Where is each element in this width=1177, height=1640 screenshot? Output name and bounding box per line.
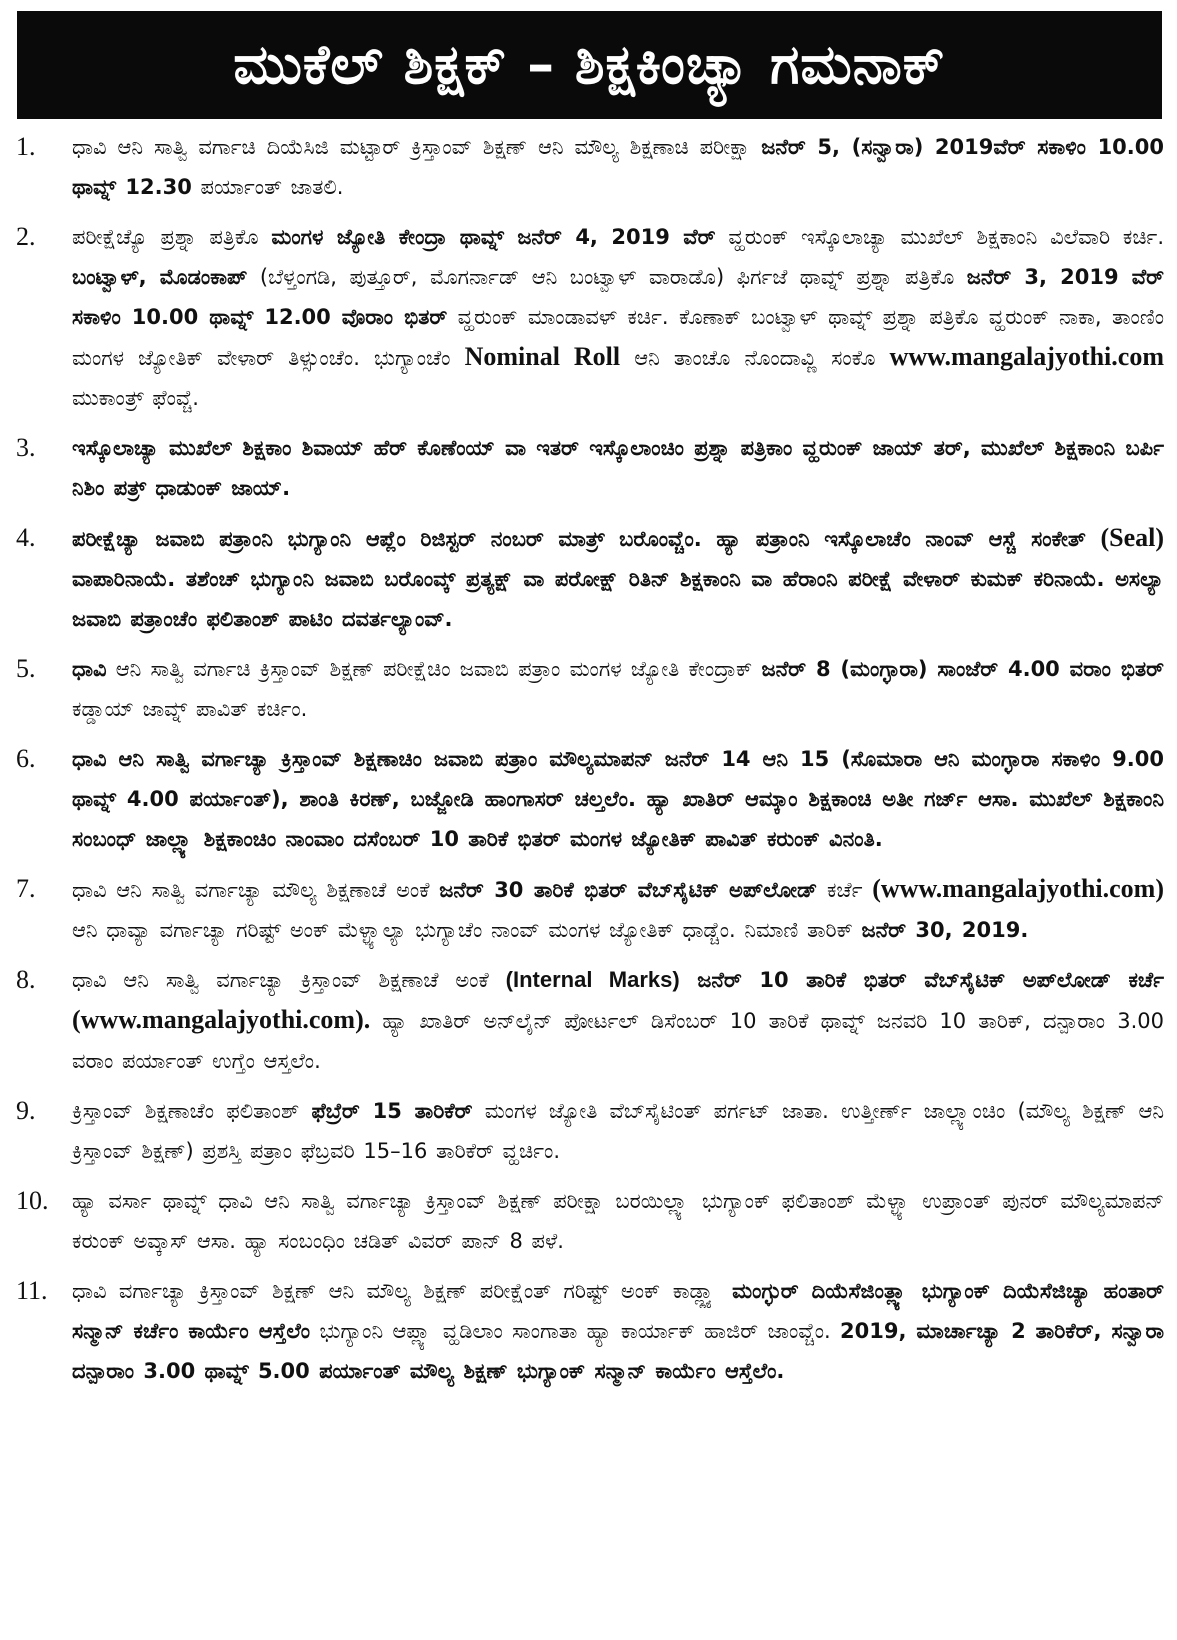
item-text-segment: ಜನೆರ್ 5, (ಸನ್ವಾರಾ) 2019ವೆರ್ ಸಕಾಳಿಂ 10.00 ಥಾವ್ನ್ 12.30: [72, 135, 1164, 199]
item-text-segment: ಪರೀಕ್ಷೆಚ್ಯೊ ಪ್ರಶ್ನಾ ಪತ್ರಿಕೊ: [72, 225, 272, 249]
item-number: 4.: [16, 523, 36, 552]
list-item: [16, 649, 1164, 729]
item-text-segment: (Internal Marks): [505, 967, 680, 992]
list-item: [16, 739, 1164, 859]
item-text-segment: ಧಾವಿ ಆನಿ ಸಾತ್ವಿ ವರ್ಗಾಚ್ಯಾ ಕ್ರಿಸ್ತಾಂವ್ ಶಿಕ್ಷಣಾಚೆ ಅಂಕೆ: [72, 968, 506, 992]
item-text-segment: ವ್ಹರುಂಕ್ ಮಾಂಡಾವಳ್ ಕರ್ಚಿ. ಕೊಣಾಕ್ ಬಂಟ್ವಾಳ್ ಥಾವ್ನ್ ಪ್ರಶ್ನಾ ಪತ್ರಿಕೊ ವ್ಹರುಂಕ್ ನಾಕಾ, ತಾಂಣಿಂ ಮಂಗಳ ಜ್ಯೋತಿಕ್ ವೇಳಾರ್ ತಿಳ್ಸುಂಚೆಂ. ಭುಗ್ಯಾಂಚೆಂ: [72, 305, 1164, 370]
item-number: 9.: [16, 1096, 36, 1125]
item-text-segment: ಧಾವಿ: [72, 657, 107, 681]
list-item: [16, 217, 1164, 418]
item-text: [72, 428, 1164, 508]
item-text: [72, 127, 1164, 207]
item-text-segment: (ಬೆಳ್ತಂಗಡಿ, ಪುತ್ತೂರ್, ಮೊಗರ್ನಾಡ್ ಆನಿ ಬಂಟ್ವಾಳ್ ವಾರಾಡೊ) ಫಿರ್ಗಜೆ ಥಾವ್ನ್ ಪ್ರಶ್ನಾ ಪತ್ರಿಕೊ: [247, 265, 967, 289]
item-number: 11.: [16, 1276, 48, 1305]
item-text-segment: 2019, ಮಾರ್ಚಾಚ್ಯಾ 2 ತಾರಿಕೆರ್, ಸನ್ವಾರಾ ದನ್ಪಾರಾಂ 3.00 ಥಾವ್ನ್ 5.00 ಪರ್ಯಾಂತ್ ಮೌಲ್ಯ ಶಿಕ್ಷಣ್ ಭುಗ್ಯಾಂಕ್ ಸನ್ಮಾನ್ ಕಾರ್ಯೆಂ ಆಸ್ತೆಲೆಂ.: [72, 1319, 1164, 1383]
item-number: 10.: [16, 1186, 49, 1215]
item-text-segment: ಕ್ರಿಸ್ತಾಂವ್ ಶಿಕ್ಷಣಾಚೆಂ ಫಲಿತಾಂಶ್: [72, 1099, 312, 1123]
item-text: [72, 869, 1164, 950]
item-text-segment: (www.mangalajyothi.com).: [72, 1005, 371, 1034]
list-item: [16, 1181, 1164, 1261]
item-text-segment: ಹ್ಯಾ ಖಾತಿರ್ ಅನ್‌ಲೈನ್ ಪೋರ್ಟಲ್ ಡಿಸೆಂಬರ್ 10 ತಾರಿಕೆ ಥಾವ್ನ್ ಜನವರಿ 10 ತಾರಿಕ್, ದನ್ಪಾರಾಂ 3.00 ವರಾಂ ಪರ್ಯಾಂತ್ ಉಗ್ತೆಂ ಆಸ್ತಲೆಂ.: [72, 1009, 1164, 1073]
item-text: [72, 518, 1164, 639]
item-text: [72, 217, 1164, 418]
item-text-segment: ಧಾವಿ ಆನಿ ಸಾತ್ವಿ ವರ್ಗಾಚಿ ದಿಯೆಸಿಜಿ ಮಟ್ಟಾರ್ ಕ್ರಿಸ್ತಾಂವ್ ಶಿಕ್ಷಣ್ ಆನಿ ಮೌಲ್ಯ ಶಿಕ್ಷಣಾಚಿ ಪರೀಕ್ಷಾ: [72, 135, 762, 159]
item-text-segment: ವಾಪಾರಿನಾಯೆ. ತಶೆಂಚ್ ಭುಗ್ಯಾಂನಿ ಜವಾಬಿ ಬರೊಂವ್ಕ್ ಪ್ರತ್ಯಕ್ಷ್ ವಾ ಪರೋಕ್ಷ್ ರಿತಿನ್ ಶಿಕ್ಷಕಾಂನಿ ವಾ ಹೆರಾಂನಿ ಪರೀಕ್ಷೆ ವೇಳಾರ್ ಕುಮಕ್ ಕರಿನಾಯೆ. ಅಸಲ್ಯಾ ಜವಾಬಿ ಪತ್ರಾಂಚೆಂ ಫಲಿತಾಂಶ್ ಪಾಟಿಂ ದವರ್ತಲ್ಯಾಂವ್.: [72, 567, 1164, 631]
item-number: 7.: [16, 874, 36, 903]
item-text-segment: Nominal Roll: [464, 342, 621, 371]
list-item: [16, 869, 1164, 950]
item-text-segment: ಆನಿ ತಾಂಚೊ ನೊಂದಾವ್ಣಿ ಸಂಕೊ: [620, 346, 890, 370]
item-text-segment: ಧಾವಿ ಆನಿ ಸಾತ್ವಿ ವರ್ಗಾಚ್ಯಾ ಕ್ರಿಸ್ತಾಂವ್ ಶಿಕ್ಷಣಾಚಿಂ ಜವಾಬಿ ಪತ್ರಾಂ ಮೌಲ್ಯಮಾಪನ್ ಜನೆರ್ 14 ಆನಿ 15 (ಸೊಮಾರಾ ಆನಿ ಮಂಗ್ಳಾರಾ ಸಕಾಳಿಂ 9.00 ಥಾವ್ನ್ 4.00 ಪರ್ಯಾಂತ್), ಶಾಂತಿ ಕಿರಣ್, ಬಜ್ಜೋಡಿ ಹಾಂಗಾಸರ್ ಚಲ್ತಲೆಂ. ಹ್ಯಾ ಖಾತಿರ್ ಆಮ್ಕಾಂ ಶಿಕ್ಷಕಾಂಚಿ ಅತೀ ಗರ್ಜ್ ಆಸಾ. ಮುಖೆಲ್ ಶಿಕ್ಷಕಾಂನಿ ಸಂಬಂಧ್ ಜಾಲ್ಲ್ಯಾ ಶಿಕ್ಷಕಾಂಚಿಂ ನಾಂವಾಂ ದಸೆಂಬರ್ 10 ತಾರಿಕೆ ಭಿತರ್ ಮಂಗಳ ಜ್ಯೋತಿಕ್ ಪಾವಿತ್ ಕರುಂಕ್ ವಿನಂತಿ.: [72, 747, 1164, 851]
item-text-segment: ಜನೆರ್ 8 (ಮಂಗ್ಳಾರಾ) ಸಾಂಜೆರ್ 4.00 ವರಾಂ ಭಿತರ್: [761, 657, 1164, 681]
item-text: [72, 960, 1164, 1081]
item-text-segment: ಜನೆರ್ 30 ತಾರಿಕೆ ಭಿತರ್ ವೆಬ್‌ಸೈಟಿಕ್ ಅಪ್‌ಲೋಡ್: [439, 878, 818, 902]
item-text-segment: ಮುಕಾಂತ್ರ್ ಫೆಂವ್ಚೆ.: [72, 386, 199, 410]
item-text-segment: ಬಂಟ್ವಾಳ್, ಮೊಡಂಕಾಪ್: [72, 265, 248, 289]
item-text-segment: ಮಂಗ್ಳುರ್ ದಿಯೆಸೆಜಿಂತ್ಲ್ಯಾ ಭುಗ್ಯಾಂಕ್ ದಿಯೆಸೆಜಿಚ್ಯಾ ಹಂತಾರ್ ಸನ್ಮಾನ್ ಕರ್ಚೆಂ ಕಾರ್ಯೆಂ ಆಸ್ತೆಲೆಂ: [72, 1279, 1164, 1343]
item-text-segment: ಪರೀಕ್ಷೆಚ್ಯಾ ಜವಾಬಿ ಪತ್ರಾಂನಿ ಭುಗ್ಯಾಂನಿ ಆಪ್ಲೆಂ ರಿಜಿಸ್ಟರ್ ನಂಬರ್ ಮಾತ್ರ್ ಬರೊಂವ್ಚೆಂ. ಹ್ಯಾ ಪತ್ರಾಂನಿ ಇಸ್ಕೊಲಾಚೆಂ ನಾಂವ್ ಆಸ್ಚೆ ಸಂಕೇತ್: [72, 527, 1101, 551]
item-text-segment: ಜನೆರ್ 10 ತಾರಿಕೆ ಭಿತರ್ ವೆಬ್‌ಸೈಟಿಕ್ ಅಪ್‌ಲೋಡ್ ಕರ್ಚೆ: [679, 968, 1164, 992]
item-text: [72, 739, 1164, 859]
notice-list: [16, 127, 1164, 1401]
item-text-segment: ಜನೆರ್ 30, 2019.: [861, 918, 1029, 942]
item-text: [72, 649, 1164, 729]
item-text: [72, 1091, 1164, 1171]
item-text-segment: ಕಡ್ಡಾಯ್ ಜಾವ್ನ್ ಪಾವಿತ್ ಕರ್ಚಿಂ.: [72, 697, 308, 721]
page-title: ಮುಕೆಲ್ ಶಿಕ್ಷಕ್ – ಶಿಕ್ಷಕಿಂಚ್ಯಾ ಗಮನಾಕ್: [17, 11, 1162, 119]
item-number: 2.: [16, 222, 36, 251]
list-item: [16, 960, 1164, 1081]
item-number: 1.: [16, 132, 36, 161]
list-item: [16, 518, 1164, 639]
item-text-segment: ಭುಗ್ಯಾಂನಿ ಆಪ್ಲ್ಯಾ ವ್ಹಡಿಲಾಂ ಸಾಂಗಾತಾ ಹ್ಯಾ ಕಾರ್ಯಾಕ್ ಹಾಜಿರ್ ಜಾಂವ್ಚೆಂ.: [310, 1319, 841, 1343]
item-text-segment: ಧಾವಿ ಆನಿ ಸಾತ್ವಿ ವರ್ಗಾಚ್ಯಾ ಮೌಲ್ಯ ಶಿಕ್ಷಣಾಚೆ ಅಂಕೆ: [72, 878, 440, 902]
item-number: 3.: [16, 433, 36, 462]
list-item: [16, 127, 1164, 207]
item-text-segment: ಇಸ್ಕೊಲಾಚ್ಯಾ ಮುಖೆಲ್ ಶಿಕ್ಷಕಾಂ ಶಿವಾಯ್ ಹೆರ್ ಕೊಣೆಂಯ್ ವಾ ಇತರ್ ಇಸ್ಕೊಲಾಂಚಿಂ ಪ್ರಶ್ನಾ ಪತ್ರಿಕಾಂ ವ್ಹರುಂಕ್ ಜಾಯ್ ತರ್, ಮುಖೆಲ್ ಶಿಕ್ಷಕಾಂನಿ ಬರ್ಪಿ ನಿಶಿಂ ಪತ್ರ್ ಧಾಡುಂಕ್ ಜಾಯ್.: [72, 436, 1164, 500]
item-text-segment: (www.mangalajyothi.com): [872, 874, 1164, 903]
item-text: [72, 1181, 1164, 1261]
item-text-segment: ಆನಿ ಧಾವ್ಯಾ ವರ್ಗಾಚ್ಯಾ ಗರಿಷ್ಟ್ ಅಂಕ್ ಮೆಳ್ಳ್ಯಾಲ್ಯಾ ಭುಗ್ಯಾಚೆಂ ನಾಂವ್ ಮಂಗಳ ಜ್ಯೋತಿಕ್ ಧಾಡ್ಚೆಂ. ನಿಮಾಣಿ ತಾರಿಕ್: [72, 918, 862, 942]
item-text-segment: ಫೆಬ್ರೆರ್ 15 ತಾರಿಕೆರ್: [311, 1099, 473, 1123]
list-item: [16, 1091, 1164, 1171]
item-text-segment: ಮಂಗಳ ಜ್ಯೋತಿ ವೆಬ್‌ಸೈಟಿಂತ್ ಪರ್ಗಟ್ ಜಾತಾ. ಉತ್ತೀರ್ಣ್ ಜಾಲ್ಲ್ಯಾಂಚಿಂ (ಮೌಲ್ಯ ಶಿಕ್ಷಣ್ ಆನಿ ಕ್ರಿಸ್ತಾಂವ್ ಶಿಕ್ಷಣ್) ಪ್ರಶಸ್ತಿ ಪತ್ರಾಂ ಫೆಬ್ರವರಿ 15–16 ತಾರಿಕೆರ್ ವ್ಹರ್ಚಿಂ.: [72, 1099, 1164, 1163]
item-text-segment: (Seal): [1100, 523, 1164, 552]
item-text-segment: ಆನಿ ಸಾತ್ವಿ ವರ್ಗಾಚಿ ಕ್ರಿಸ್ತಾಂವ್ ಶಿಕ್ಷಣ್ ಪರೀಕ್ಷೆಚಿಂ ಜವಾಬಿ ಪತ್ರಾಂ ಮಂಗಳ ಜ್ಯೋತಿ ಕೇಂದ್ರಾಕ್: [106, 657, 762, 681]
item-text-segment: ವ್ಹರುಂಕ್ ಇಸ್ಕೊಲಾಚ್ಯಾ ಮುಖೆಲ್ ಶಿಕ್ಷಕಾಂನಿ ವಿಲೆವಾರಿ ಕರ್ಚಿ.: [715, 225, 1164, 249]
list-item: [16, 1271, 1164, 1391]
item-text-segment: www.mangalajyothi.com: [889, 342, 1164, 371]
item-number: 5.: [16, 654, 36, 683]
item-text-segment: ಹ್ಯಾ ವರ್ಸಾ ಥಾವ್ನ್ ಧಾವಿ ಆನಿ ಸಾತ್ವಿ ವರ್ಗಾಚ್ಯಾ ಕ್ರಿಸ್ತಾಂವ್ ಶಿಕ್ಷಣ್ ಪರೀಕ್ಷಾ ಬರಯಿಲ್ಲ್ಯಾ ಭುಗ್ಯಾಂಕ್ ಫಲಿತಾಂಶ್ ಮೆಳ್ಳ್ಯಾ ಉಪ್ರಾಂತ್ ಪುನರ್ ಮೌಲ್ಯಮಾಪನ್ ಕರುಂಕ್ ಅವ್ಕಾಸ್ ಆಸಾ. ಹ್ಯಾ ಸಂಬಂಧಿಂ ಚಡಿತ್ ವಿವರ್ ಪಾನ್ 8 ಪಳೆ.: [72, 1189, 1164, 1253]
item-number: 8.: [16, 965, 36, 994]
item-text-segment: ಕರ್ಚೆ: [817, 878, 873, 902]
list-item: [16, 428, 1164, 508]
item-number: 6.: [16, 744, 36, 773]
item-text-segment: ಮಂಗಳ ಜ್ಯೋತಿ ಕೇಂದ್ರಾ ಥಾವ್ನ್ ಜನೆರ್ 4, 2019 ವೆರ್: [271, 225, 716, 249]
item-text-segment: ಜನೆರ್ 3, 2019 ವೆರ್ ಸಕಾಳಿಂ 10.00 ಥಾವ್ನ್ 12.00 ವೊರಾಂ ಭಿತರ್: [72, 265, 1164, 329]
item-text-segment: ಧಾವಿ ವರ್ಗಾಚ್ಯಾ ಕ್ರಿಸ್ತಾಂವ್ ಶಿಕ್ಷಣ್ ಆನಿ ಮೌಲ್ಯ ಶಿಕ್ಷಣ್ ಪರೀಕ್ಷೆಂತ್ ಗರಿಷ್ಟ್ ಅಂಕ್ ಕಾಡ್ಲ್ಲ್ಯಾ: [72, 1279, 733, 1303]
item-text-segment: ಪರ್ಯಾಂತ್ ಜಾತಲಿ.: [191, 175, 344, 199]
item-text: [72, 1271, 1164, 1391]
